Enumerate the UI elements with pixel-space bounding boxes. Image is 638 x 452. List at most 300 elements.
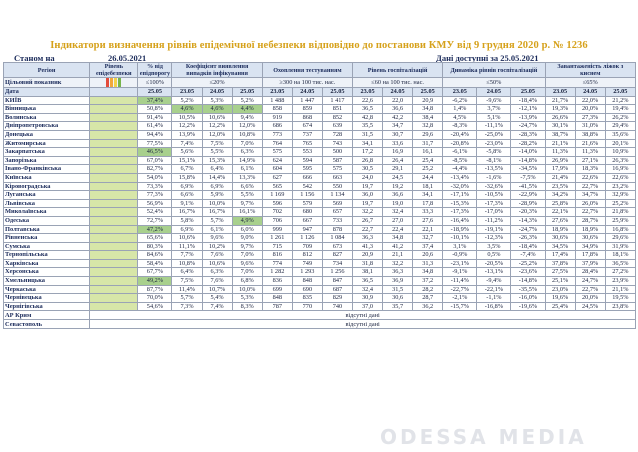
value-cell: 1 293 [292, 268, 322, 277]
value-cell: 5,2% [232, 96, 262, 105]
level-cell [90, 225, 138, 234]
value-cell: 690 [292, 285, 322, 294]
table-row [4, 225, 636, 234]
value-cell: -13,9% [511, 113, 545, 122]
level-cell [90, 259, 138, 268]
value-cell: 31,0% [575, 122, 605, 131]
value-cell: 4,6% [172, 105, 202, 114]
value-cell: 34,7% [575, 191, 605, 200]
value-cell: 21,7% [545, 96, 575, 105]
value-cell: 657 [322, 208, 352, 217]
value-cell: 859 [292, 105, 322, 114]
value-cell: -13,5% [477, 165, 511, 174]
date-cell: 23.05 [353, 88, 383, 97]
level-cell [90, 139, 138, 148]
value-cell: 36,5% [605, 259, 635, 268]
date-cell: 24.05 [383, 88, 413, 97]
value-cell: 70,0% [138, 294, 172, 303]
table-row [4, 130, 636, 139]
value-cell: 23,8% [605, 302, 635, 311]
value-cell: -11,2% [477, 216, 511, 225]
value-cell: 6,9% [202, 182, 232, 191]
value-cell: 19,7 [353, 182, 383, 191]
level-cell [90, 302, 138, 311]
value-cell: 6,4% [202, 165, 232, 174]
value-cell: 35,5 [353, 122, 383, 131]
table-row [4, 251, 636, 260]
value-cell: 23,0% [545, 285, 575, 294]
value-cell: 26,8 [353, 156, 383, 165]
value-cell: 6,1% [202, 225, 232, 234]
value-cell: 7,5% [172, 277, 202, 286]
value-cell: 26,6% [545, 113, 575, 122]
date-blank [90, 88, 138, 97]
value-cell: 21,8% [605, 208, 635, 217]
value-cell: -28,9% [511, 199, 545, 208]
value-cell: -6,1% [443, 148, 477, 157]
value-cell: 24,7% [575, 277, 605, 286]
value-cell: 34,2% [545, 191, 575, 200]
value-cell: 20,0% [575, 105, 605, 114]
value-cell: -13,1% [477, 268, 511, 277]
value-cell: 7,5% [202, 139, 232, 148]
value-cell: -1,1% [477, 294, 511, 303]
crit-detect: ≤20% [172, 78, 262, 88]
crit-oxy: ≤65% [545, 78, 635, 88]
value-cell: 627 [262, 173, 292, 182]
value-cell: -5,8% [477, 148, 511, 157]
value-cell: 13,9% [172, 130, 202, 139]
table-row [4, 320, 636, 329]
value-cell: 17,9% [545, 165, 575, 174]
value-cell: 72,7% [138, 216, 172, 225]
value-cell: 29,4% [605, 122, 635, 131]
value-cell: -8,1% [477, 156, 511, 165]
level-cell [90, 156, 138, 165]
value-cell: 13,3% [232, 173, 262, 182]
crit-pct: ≤100% [138, 78, 172, 88]
value-cell: 5,8% [172, 216, 202, 225]
date-cell: 24.05 [292, 88, 322, 97]
value-cell: 22,6 [353, 96, 383, 105]
value-cell: 17,4% [545, 251, 575, 260]
date-cell: 25.05 [232, 88, 262, 97]
value-cell: 15,1% [172, 156, 202, 165]
value-cell: 0,5% [477, 251, 511, 260]
value-cell: 34,8 [413, 268, 443, 277]
col-region: Регіон [4, 63, 90, 78]
value-cell: 34,8 [383, 234, 413, 243]
value-cell: 17,2 [353, 148, 383, 157]
value-cell: 6,0% [232, 225, 262, 234]
value-cell: 5,6% [172, 148, 202, 157]
value-cell: 1 156 [292, 191, 322, 200]
value-cell: 728 [322, 130, 352, 139]
value-cell: 67,7% [138, 268, 172, 277]
value-cell: 7,6% [202, 277, 232, 286]
value-cell: -24,7% [511, 122, 545, 131]
table-row [4, 182, 636, 191]
value-cell: -23,6% [511, 268, 545, 277]
value-cell: 709 [292, 242, 322, 251]
value-cell: 8,3% [232, 302, 262, 311]
value-cell: 37,2 [413, 277, 443, 286]
value-cell: 812 [292, 251, 322, 260]
region-name: Закарпатська [4, 148, 90, 157]
value-cell: -32,0% [443, 182, 477, 191]
value-cell: -22,1% [477, 285, 511, 294]
value-cell: 667 [292, 216, 322, 225]
date-cell: 25.05 [322, 88, 352, 97]
region-name: Херсонська [4, 268, 90, 277]
table-row [4, 199, 636, 208]
value-cell: 42,8 [353, 113, 383, 122]
value-cell: 18,9% [545, 225, 575, 234]
value-cell: 28,7 [413, 294, 443, 303]
value-cell: 851 [322, 105, 352, 114]
value-cell: -9,1% [443, 268, 477, 277]
region-name: Київська [4, 173, 90, 182]
value-cell: 594 [292, 156, 322, 165]
as-of-date: 26.05.2021 [108, 53, 147, 63]
value-cell: -17,3% [477, 199, 511, 208]
value-cell: 22,6% [575, 173, 605, 182]
region-name: Волинська [4, 113, 90, 122]
value-cell: 16,7% [172, 208, 202, 217]
region-name: Дніпропетровська [4, 122, 90, 131]
value-cell: 5,1% [477, 113, 511, 122]
value-cell: 816 [262, 251, 292, 260]
value-cell: 999 [262, 225, 292, 234]
value-cell: 5,3% [202, 96, 232, 105]
value-cell: 36,5 [353, 277, 383, 286]
value-cell: 34,7 [383, 122, 413, 131]
value-cell: 6,3% [232, 148, 262, 157]
value-cell: 847 [322, 277, 352, 286]
value-cell: 624 [262, 156, 292, 165]
value-cell: 54,6% [138, 302, 172, 311]
value-cell: 11,3% [545, 148, 575, 157]
value-cell: 24,4 [413, 173, 443, 182]
value-cell: 6,6% [232, 182, 262, 191]
value-cell: -19,6% [511, 302, 545, 311]
value-cell: 77,3% [138, 191, 172, 200]
value-cell: 10,2% [202, 242, 232, 251]
table-row [4, 294, 636, 303]
value-cell: -1,6% [477, 173, 511, 182]
value-cell: 14,4% [202, 173, 232, 182]
value-cell: 22,6% [605, 173, 635, 182]
value-cell: 82,7% [138, 165, 172, 174]
value-cell: 22,7% [575, 208, 605, 217]
criteria-row [4, 78, 636, 88]
value-cell: -0,9% [443, 251, 477, 260]
value-cell: 34,9% [575, 242, 605, 251]
value-cell: 28,4% [575, 268, 605, 277]
value-cell: 24,0 [353, 173, 383, 182]
level-cell [90, 191, 138, 200]
value-cell: 23,5% [545, 182, 575, 191]
value-cell: 34,8 [413, 105, 443, 114]
value-cell: 6,4% [172, 268, 202, 277]
value-cell: 680 [292, 208, 322, 217]
value-cell: -17,1% [443, 191, 477, 200]
value-cell: 31,3 [413, 259, 443, 268]
value-cell: 743 [322, 139, 352, 148]
value-cell: 15,8% [172, 173, 202, 182]
table-row [4, 302, 636, 311]
value-cell: 702 [262, 208, 292, 217]
value-cell: 6,3% [202, 268, 232, 277]
value-cell: -8,3% [443, 122, 477, 131]
level-cell [90, 148, 138, 157]
value-cell: 16,8% [605, 225, 635, 234]
value-cell: 10,9% [605, 148, 635, 157]
value-cell: 20,1% [605, 139, 635, 148]
value-cell: 7,7% [172, 251, 202, 260]
value-cell: 30,7 [383, 130, 413, 139]
value-cell: 878 [322, 225, 352, 234]
value-cell: 18,1 [413, 182, 443, 191]
value-cell: 715 [262, 242, 292, 251]
value-cell: 20,6 [413, 251, 443, 260]
value-cell: 36,9 [383, 277, 413, 286]
value-cell: 835 [292, 294, 322, 303]
data-available-label: Дані доступні за 25.05.2021 [436, 53, 539, 63]
level-cell [90, 130, 138, 139]
value-cell: 16,7% [202, 208, 232, 217]
table-row [4, 285, 636, 294]
value-cell: 595 [292, 165, 322, 174]
value-cell: -22,9% [511, 191, 545, 200]
value-cell: 56,9% [138, 199, 172, 208]
value-cell: 21,4% [545, 173, 575, 182]
value-cell: -10,5% [477, 191, 511, 200]
value-cell: 36,6 [383, 191, 413, 200]
watermark: ODESSA MEDIA [380, 425, 587, 449]
value-cell: 24,5 [383, 173, 413, 182]
value-cell: 12,0% [232, 122, 262, 131]
value-cell: 22,1 [413, 225, 443, 234]
value-cell: 9,0% [232, 234, 262, 243]
value-cell: 26,4 [383, 156, 413, 165]
value-cell: 30,5 [353, 165, 383, 174]
value-cell: 21,6% [575, 139, 605, 148]
value-cell: 41,2 [383, 242, 413, 251]
value-cell: -24,7% [511, 225, 545, 234]
value-cell: 38,1 [353, 268, 383, 277]
value-cell: 36,5 [353, 105, 383, 114]
value-cell: 5,7% [202, 216, 232, 225]
table-row [4, 234, 636, 243]
value-cell: 1 134 [322, 191, 352, 200]
value-cell: -11,1% [477, 122, 511, 131]
region-name: Івано-Франківська [4, 165, 90, 174]
value-cell: 6,9% [172, 182, 202, 191]
value-cell: 34,1 [353, 139, 383, 148]
value-cell: 36,0 [353, 191, 383, 200]
value-cell: -6,2% [443, 96, 477, 105]
region-name: Житомирська [4, 139, 90, 148]
table-row [4, 105, 636, 114]
region-name: АР Крим [4, 311, 90, 320]
value-cell: 7,3% [172, 302, 202, 311]
dates-row [4, 88, 636, 97]
value-cell: 19,7 [353, 199, 383, 208]
value-cell: 50,8% [138, 105, 172, 114]
table-row [4, 311, 636, 320]
value-cell: -20,5% [477, 259, 511, 268]
value-cell: 36,2 [413, 302, 443, 311]
value-cell: 65,6% [138, 234, 172, 243]
table-row [4, 113, 636, 122]
value-cell: 10,6% [202, 259, 232, 268]
value-cell: -20,4% [443, 130, 477, 139]
value-cell: 20,9 [353, 251, 383, 260]
value-cell: 17,8% [575, 251, 605, 260]
value-cell: 30,9 [353, 294, 383, 303]
value-cell: 19,4% [605, 105, 635, 114]
value-cell: -15,7% [443, 302, 477, 311]
table-row [4, 173, 636, 182]
value-cell: 868 [292, 113, 322, 122]
value-cell: 7,4% [172, 139, 202, 148]
value-cell: 9,4% [232, 113, 262, 122]
value-cell: 22,4 [383, 225, 413, 234]
value-cell: 3,5% [477, 242, 511, 251]
value-cell: 17,8 [413, 199, 443, 208]
region-name: Запорізька [4, 156, 90, 165]
value-cell: -13,4% [443, 173, 477, 182]
value-cell: 604 [262, 165, 292, 174]
value-cell: 575 [262, 148, 292, 157]
value-cell: 27,5% [545, 268, 575, 277]
region-name: Тернопільська [4, 251, 90, 260]
indicator-label: Цільовий показник [4, 78, 90, 88]
value-cell: -32,6% [477, 182, 511, 191]
value-cell: 1 447 [292, 96, 322, 105]
value-cell: 37,4% [138, 96, 172, 105]
value-cell: 19,0 [383, 199, 413, 208]
value-cell: 575 [322, 165, 352, 174]
value-cell: 749 [292, 259, 322, 268]
region-name: Рівненська [4, 234, 90, 243]
value-cell: 848 [292, 277, 322, 286]
value-cell: 5,2% [172, 96, 202, 105]
value-cell: 10,5% [172, 113, 202, 122]
level-cell [90, 113, 138, 122]
value-cell: 848 [262, 294, 292, 303]
value-cell: 31,7 [413, 139, 443, 148]
value-cell: 25,4 [413, 156, 443, 165]
value-cell: 31,5 [383, 285, 413, 294]
value-cell: 550 [322, 182, 352, 191]
value-cell: 47,2% [138, 225, 172, 234]
value-cell: 10,0% [232, 285, 262, 294]
value-cell: 30,6% [575, 234, 605, 243]
value-cell: 31,9% [605, 242, 635, 251]
value-cell: 22,0% [575, 96, 605, 105]
value-cell: 6,1% [232, 165, 262, 174]
value-cell: -28,3% [511, 130, 545, 139]
value-cell: -9,6% [477, 96, 511, 105]
value-cell: 22,7% [575, 182, 605, 191]
value-cell: 54,0% [138, 173, 172, 182]
value-cell: 35,7 [383, 302, 413, 311]
value-cell: -22,7% [443, 285, 477, 294]
value-cell: 699 [262, 285, 292, 294]
table-row [4, 208, 636, 217]
value-cell: 27,2% [605, 268, 635, 277]
level-cell [90, 234, 138, 243]
region-name: Севастополь [4, 320, 90, 329]
level-cell [90, 251, 138, 260]
level-cell [90, 268, 138, 277]
value-cell: 91,4% [138, 113, 172, 122]
value-cell: 25,1% [545, 277, 575, 286]
value-cell: 829 [322, 294, 352, 303]
value-cell: 852 [322, 113, 352, 122]
value-cell: -14,3% [511, 216, 545, 225]
date-cell: 25.05 [605, 88, 635, 97]
value-cell: -17,0% [477, 208, 511, 217]
value-cell: 674 [292, 122, 322, 131]
level-legend [90, 78, 138, 88]
value-cell: 22,1% [545, 208, 575, 217]
value-cell: 734 [322, 259, 352, 268]
value-cell: 687 [322, 285, 352, 294]
value-cell: 7,0% [232, 251, 262, 260]
value-cell: 29,6 [413, 130, 443, 139]
value-cell: -12,1% [511, 105, 545, 114]
no-data-note: відсутні дані [90, 320, 636, 329]
value-cell: 35,6% [605, 130, 635, 139]
date-cell: 25.05 [138, 88, 172, 97]
value-cell: -25,2% [511, 259, 545, 268]
date-cell: 23.05 [443, 88, 477, 97]
value-cell: -26,3% [511, 234, 545, 243]
value-cell: 11,3% [575, 148, 605, 157]
value-cell: 5,7% [172, 294, 202, 303]
value-cell: -28,2% [511, 139, 545, 148]
col-oxy: Завантаженість ліжок з киснем [545, 63, 635, 78]
value-cell: 5,4% [202, 294, 232, 303]
value-cell: -11,4% [443, 277, 477, 286]
table-row [4, 122, 636, 131]
value-cell: -16,0% [511, 294, 545, 303]
value-cell: -17,3% [443, 208, 477, 217]
region-name: Харківська [4, 259, 90, 268]
value-cell: -14,8% [511, 156, 545, 165]
value-cell: 16,1 [413, 148, 443, 157]
value-cell: 36,6 [383, 105, 413, 114]
region-name: Вінницька [4, 105, 90, 114]
value-cell: 29,1 [383, 165, 413, 174]
value-cell: 7,6% [202, 251, 232, 260]
region-name: Полтавська [4, 225, 90, 234]
value-cell: 737 [292, 130, 322, 139]
value-cell: 37,9% [575, 259, 605, 268]
value-cell: 25,8% [545, 199, 575, 208]
value-cell: -23,0% [477, 139, 511, 148]
value-cell: 32,9% [605, 191, 635, 200]
value-cell: 27,3% [575, 113, 605, 122]
date-cell: 25.05 [511, 88, 545, 97]
value-cell: 22,7% [575, 285, 605, 294]
value-cell: 1,4% [443, 105, 477, 114]
value-cell: 23,9% [605, 277, 635, 286]
value-cell: -19,1% [477, 225, 511, 234]
